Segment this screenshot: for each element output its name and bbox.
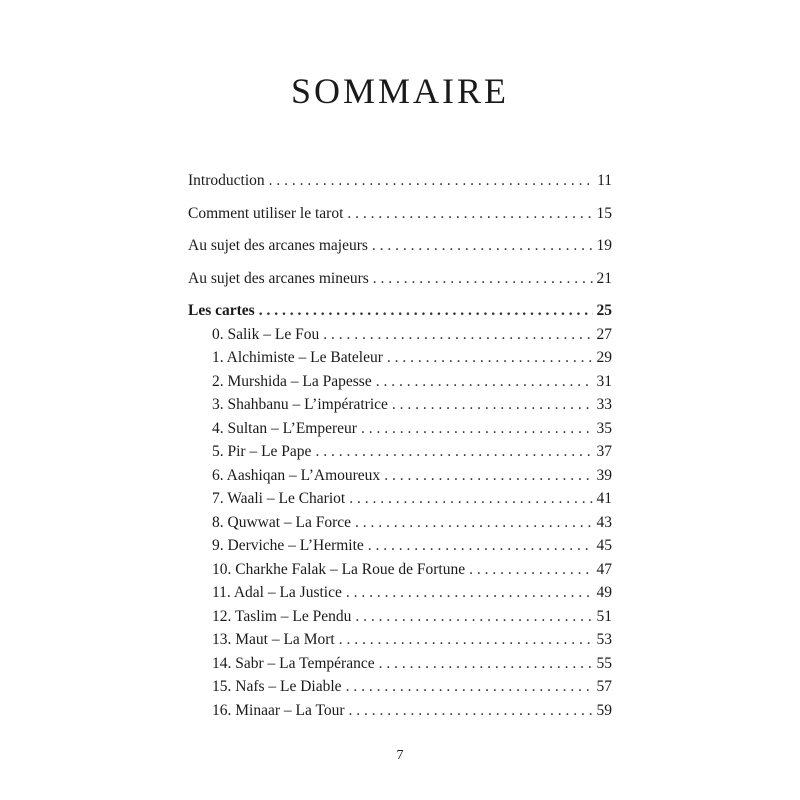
- toc-entry: [188, 370, 612, 394]
- toc-entry: [188, 440, 612, 464]
- dot-leader: [259, 299, 593, 323]
- toc-entry-page: 15: [596, 204, 612, 222]
- toc-entry-title: Au sujet des arcanes majeurs: [188, 237, 368, 254]
- table-of-contents: [188, 169, 612, 722]
- toc-entry-title: 8. Quwwat – La Force: [212, 513, 352, 531]
- dot-leader: [349, 487, 592, 511]
- dot-leader: [347, 202, 592, 226]
- toc-entry-page: 53: [596, 631, 612, 648]
- toc-entry: [188, 675, 612, 699]
- toc-entry-title: 4. Sultan – L’Empereur: [212, 419, 357, 437]
- toc-entry-title: 16. Minaar – La Tour: [212, 701, 345, 719]
- dot-leader: [387, 346, 593, 370]
- toc-entry: [188, 299, 612, 323]
- dot-leader: [349, 699, 593, 723]
- toc-entry-title: Comment utiliser le tarot: [188, 204, 344, 222]
- toc-entry: [188, 464, 612, 488]
- toc-entry-title: 12. Taslim – Le Pendu: [212, 607, 352, 625]
- toc-entry-title: 1. Alchimiste – Le Bateleur: [212, 349, 383, 366]
- dot-leader: [315, 440, 592, 464]
- toc-entry-title: 3. Shahbanu – L’impératrice: [212, 396, 388, 413]
- toc-entry: [188, 393, 612, 417]
- dot-leader: [384, 464, 592, 488]
- toc-entry: [188, 699, 612, 723]
- dot-leader: [372, 234, 593, 258]
- dot-leader: [368, 534, 593, 558]
- toc-entry-page: 45: [596, 537, 612, 554]
- toc-entry-page: 41: [596, 490, 612, 507]
- toc-entry-title: 0. Salik – Le Fou: [212, 325, 320, 343]
- toc-entry-page: 39: [596, 466, 612, 484]
- toc-entry-title: 2. Murshida – La Papesse: [212, 372, 372, 390]
- toc-entry-page: 29: [596, 349, 612, 366]
- toc-entry: [188, 605, 612, 629]
- toc-entry-title: Introduction: [188, 172, 265, 189]
- toc-entry-page: 11: [597, 172, 612, 189]
- toc-entry: [188, 202, 612, 226]
- toc-entry-title: Les cartes: [188, 302, 255, 319]
- toc-entry-title: 15. Nafs – Le Diable: [212, 678, 342, 695]
- toc-entry-title: 13. Maut – La Mort: [212, 631, 335, 648]
- dot-leader: [361, 417, 593, 441]
- dot-leader: [323, 323, 592, 347]
- toc-entry-page: 47: [596, 560, 612, 578]
- toc-entry-page: 35: [596, 419, 612, 437]
- dot-leader: [339, 628, 593, 652]
- toc-entry-page: 33: [596, 396, 612, 413]
- toc-entry-page: 43: [596, 513, 612, 531]
- dot-leader: [355, 605, 592, 629]
- toc-entry: [188, 511, 612, 535]
- toc-entry: [188, 487, 612, 511]
- dot-leader: [346, 675, 593, 699]
- toc-entry-page: 27: [596, 325, 612, 343]
- dot-leader: [346, 581, 593, 605]
- toc-entry-page: 55: [596, 654, 612, 672]
- toc-entry-title: 5. Pir – Le Pape: [212, 443, 312, 460]
- toc-entry-page: 31: [596, 372, 612, 390]
- page-number: 7: [396, 748, 404, 763]
- dot-leader: [355, 511, 592, 535]
- toc-entry: [188, 346, 612, 370]
- dot-leader: [373, 267, 593, 291]
- dot-leader: [269, 169, 593, 193]
- toc-entry-page: 51: [596, 607, 612, 625]
- toc-entry-title: 10. Charkhe Falak – La Roue de Fortune: [212, 560, 466, 578]
- dot-leader: [469, 558, 592, 582]
- toc-entry-page: 21: [596, 269, 612, 287]
- toc-entry: [188, 323, 612, 347]
- toc-entry-title: 11. Adal – La Justice: [212, 584, 342, 601]
- toc-entry-page: 59: [596, 701, 612, 719]
- toc-entry-title: Au sujet des arcanes mineurs: [188, 269, 369, 287]
- toc-entry-page: 37: [596, 443, 612, 460]
- toc-entry-page: 49: [596, 584, 612, 601]
- toc-entry: [188, 534, 612, 558]
- toc-entry: [188, 234, 612, 258]
- toc-entry: [188, 652, 612, 676]
- toc-entry-title: 9. Derviche – L’Hermite: [212, 537, 364, 554]
- dot-leader: [392, 393, 593, 417]
- page-title: SOMMAIRE: [290, 71, 510, 111]
- dot-leader: [376, 370, 593, 394]
- toc-entry-page: 19: [596, 237, 612, 254]
- toc-entry-page: 25: [596, 302, 612, 319]
- toc-entry-title: 6. Aashiqan – L’Amoureux: [212, 466, 381, 484]
- toc-entry-title: 7. Waali – Le Chariot: [212, 490, 346, 507]
- toc-entry-title: 14. Sabr – La Tempérance: [212, 654, 375, 672]
- toc-entry: [188, 267, 612, 291]
- toc-entry: [188, 628, 612, 652]
- dot-leader: [379, 652, 593, 676]
- toc-entry-page: 57: [596, 678, 612, 695]
- toc-entry: [188, 581, 612, 605]
- toc-entry: [188, 558, 612, 582]
- toc-entry: [188, 417, 612, 441]
- toc-entry: [188, 169, 612, 193]
